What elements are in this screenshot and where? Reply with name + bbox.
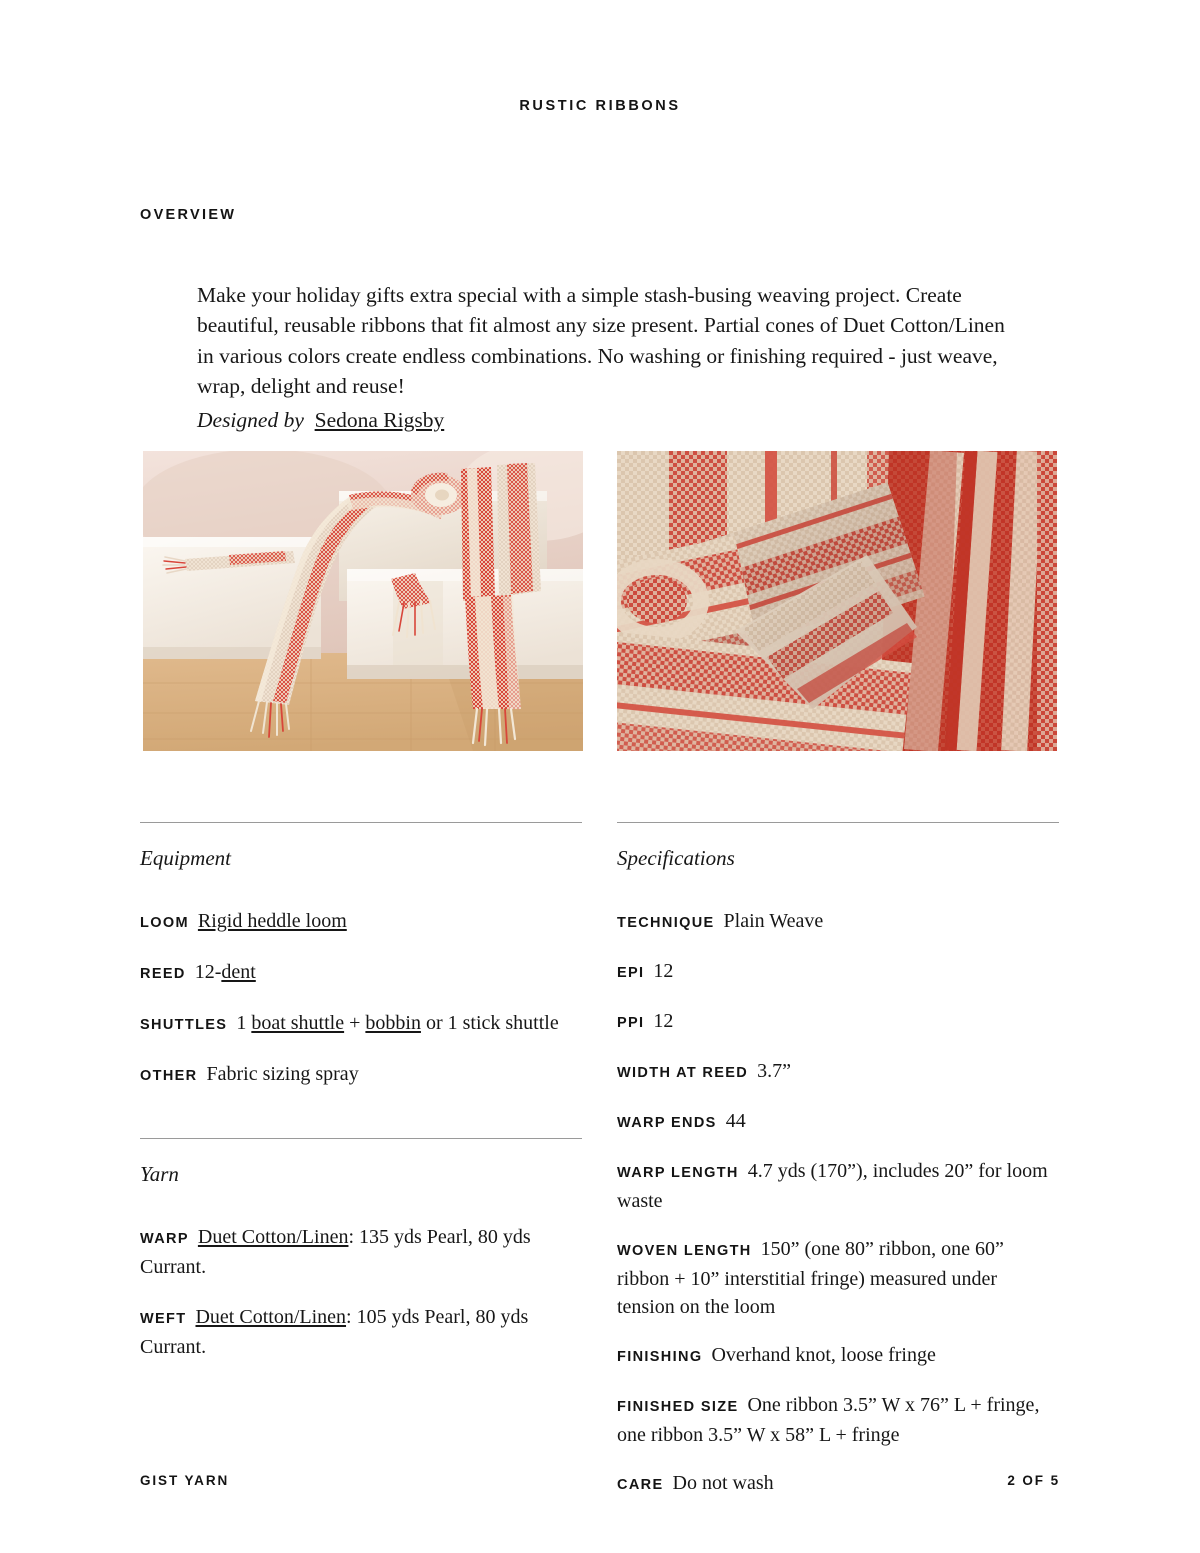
spec-item-warp-length	[617, 1157, 1059, 1215]
yarn-label-warp: WARP	[140, 1231, 189, 1247]
equipment-value-reed	[195, 961, 256, 983]
equipment-item-shuttles	[140, 1009, 582, 1039]
spec-value-technique: Plain Weave	[723, 910, 824, 932]
spec-value-woven-length: 150” (one 80” ribbon, one 60” ribbon + 10” interstitial fringe) measured under tension on the loom	[617, 1238, 1004, 1318]
equipment-item-loom	[140, 907, 582, 937]
shuttles-text-2: +	[344, 1012, 366, 1034]
spec-item-finished-size	[617, 1391, 1059, 1449]
spec-label-epi: EPI	[617, 965, 645, 981]
equipment-divider	[140, 822, 582, 823]
footer-page-number: 2 OF 5	[1007, 1473, 1060, 1488]
spec-label-finished-size: FINISHED SIZE	[617, 1399, 739, 1415]
equipment-label-loom: LOOM	[140, 915, 189, 931]
yarn-item-weft	[140, 1303, 582, 1361]
equipment-label-reed: REED	[140, 966, 186, 982]
spec-label-finishing: FINISHING	[617, 1349, 703, 1365]
spec-label-ppi: PPI	[617, 1015, 645, 1031]
spec-item-finishing	[617, 1341, 1059, 1371]
spec-value-ppi: 12	[653, 1010, 674, 1032]
yarn-title: Yarn	[140, 1162, 179, 1186]
equipment-title: Equipment	[140, 846, 231, 870]
designer-credit	[197, 405, 444, 435]
yarn-divider	[140, 1138, 582, 1139]
duet-cotton-linen-weft-link[interactable]: Duet Cotton/Linen	[195, 1306, 347, 1328]
spec-item-width-at-reed	[617, 1057, 1059, 1087]
yarn-item-warp	[140, 1223, 582, 1281]
specifications-divider	[617, 822, 1059, 823]
equipment-item-reed	[140, 958, 582, 988]
designer-name-link[interactable]: Sedona Rigsby	[314, 407, 445, 432]
equipment-value-loom	[198, 910, 347, 932]
running-head: RUSTIC RIBBONS	[519, 98, 681, 114]
shuttles-text-3: or 1 stick shuttle	[420, 1012, 559, 1034]
yarn-value-warp	[140, 1226, 531, 1278]
spec-value-warp-length: 4.7 yds (170”), includes 20” for loom waste	[617, 1160, 1048, 1212]
bobbin-link[interactable]: bobbin	[365, 1012, 421, 1034]
ribbon-closeup-photo	[617, 451, 1057, 751]
spec-label-care: CARE	[617, 1477, 664, 1493]
specifications-column	[617, 822, 1059, 1519]
equipment-value-other: Fabric sizing spray	[206, 1063, 359, 1085]
dent-link[interactable]: dent	[221, 961, 256, 983]
spec-label-woven-length: WOVEN LENGTH	[617, 1243, 752, 1259]
boat-shuttle-link[interactable]: boat shuttle	[251, 1012, 345, 1034]
duet-cotton-linen-warp-link[interactable]: Duet Cotton/Linen	[197, 1226, 349, 1248]
yarn-value-weft	[140, 1306, 528, 1358]
footer-brand: GIST YARN	[140, 1473, 230, 1488]
spec-label-warp-length: WARP LENGTH	[617, 1165, 739, 1181]
yarn-weft-amounts: : 105 yds Pearl, 80 yds Currant.	[140, 1306, 529, 1358]
specifications-title: Specifications	[617, 846, 735, 870]
spec-label-warp-ends: WARP ENDS	[617, 1115, 717, 1131]
spec-value-finished-size: One ribbon 3.5” W x 76” L + fringe, one ribbon 3.5” W x 58” L + fringe	[617, 1394, 1040, 1446]
spec-label-width-at-reed: WIDTH AT REED	[617, 1065, 749, 1081]
spec-value-warp-ends: 44	[725, 1110, 746, 1132]
spec-value-epi: 12	[653, 960, 674, 982]
spec-item-technique	[617, 907, 1059, 937]
yarn-label-weft: WEFT	[140, 1311, 187, 1327]
ribbons-on-plinths-photo	[143, 451, 583, 751]
yarn-warp-amounts: : 135 yds Pearl, 80 yds Currant.	[140, 1226, 531, 1278]
spec-value-finishing: Overhand knot, loose fringe	[711, 1344, 936, 1366]
overview-paragraph: Make your holiday gifts extra special with a simple stash-busing weaving project. Create beautiful, reusable ribbons that fit almost any size present. Partial cones of Duet Cotton/Linen in various colors create endless combinations. No washing or finishing required - just weave, wrap, delight and reuse!	[197, 282, 1005, 398]
spec-label-technique: TECHNIQUE	[617, 915, 715, 931]
spec-item-ppi	[617, 1007, 1059, 1037]
rigid-heddle-loom-link[interactable]: Rigid heddle loom	[197, 910, 347, 932]
equipment-value-shuttles	[236, 1012, 558, 1034]
spec-item-warp-ends	[617, 1107, 1059, 1137]
reed-prefix: 12-	[194, 961, 222, 983]
shuttles-text-1: 1	[236, 1012, 252, 1034]
spec-item-woven-length	[617, 1235, 1059, 1321]
spec-value-width-at-reed: 3.7”	[757, 1060, 792, 1082]
yarn-group	[140, 1223, 582, 1361]
equipment-item-other	[140, 1060, 582, 1090]
equipment-label-other: OTHER	[140, 1068, 198, 1084]
equipment-column	[140, 822, 582, 1383]
designed-by-label: Designed by	[197, 407, 304, 432]
spec-value-care: Do not wash	[672, 1472, 774, 1494]
equipment-label-shuttles: SHUTTLES	[140, 1017, 228, 1033]
section-heading-overview: OVERVIEW	[140, 207, 237, 223]
page-footer	[140, 1473, 1060, 1488]
spec-item-epi	[617, 957, 1059, 987]
